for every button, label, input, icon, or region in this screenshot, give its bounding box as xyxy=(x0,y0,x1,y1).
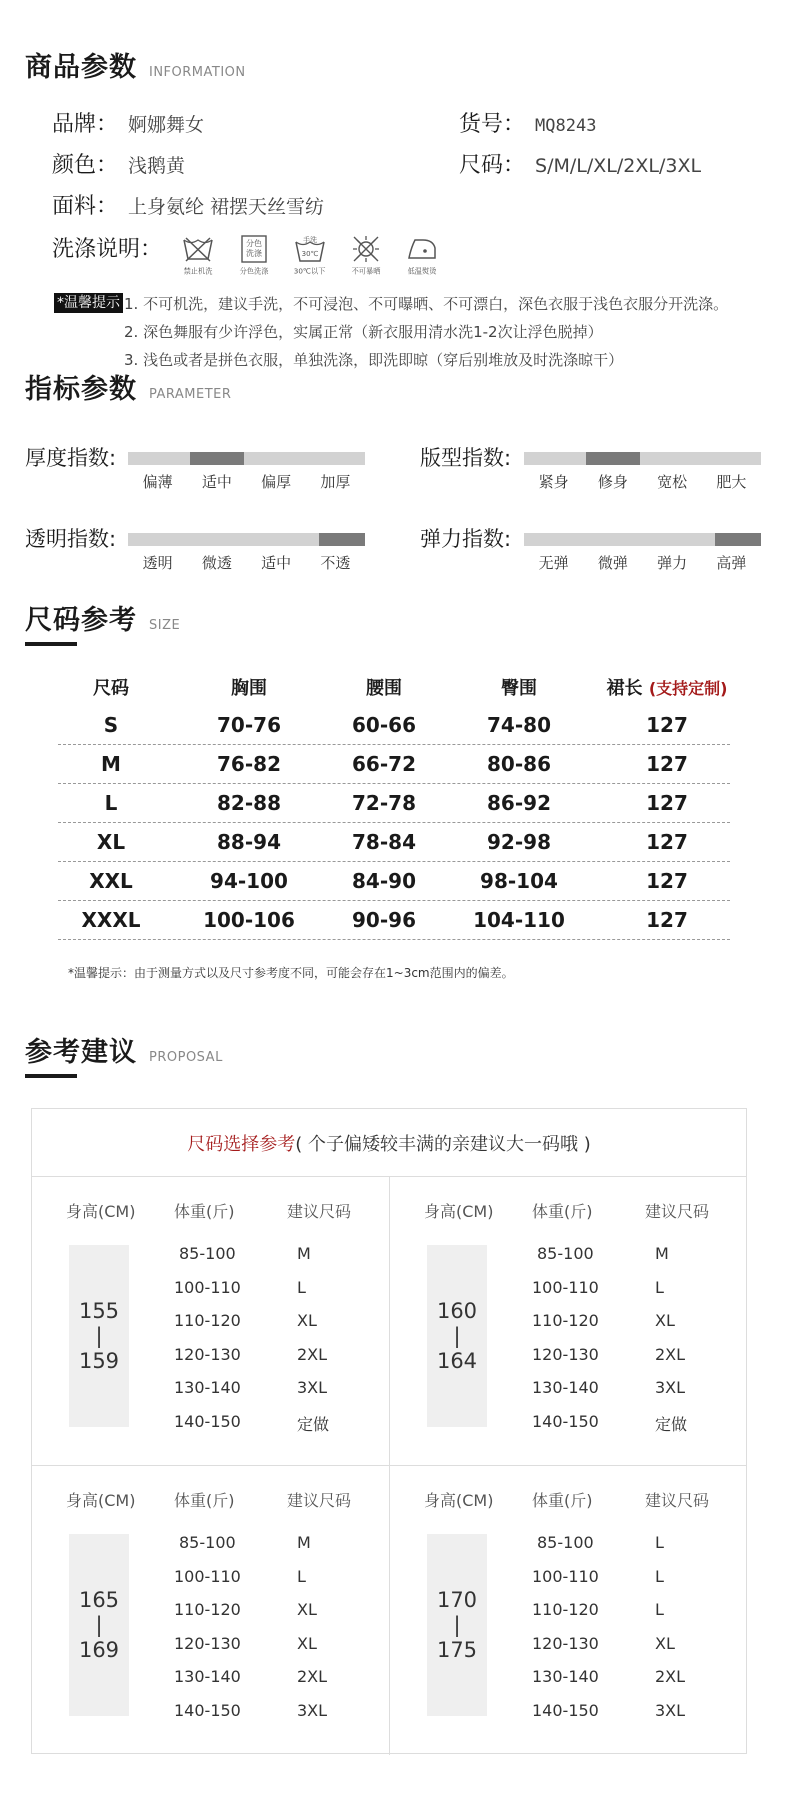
index-label-2: 透明指数: xyxy=(25,527,117,551)
index-tick: 高弹 xyxy=(716,554,747,572)
wash-caption-0: 禁止机洗 xyxy=(183,267,213,276)
height-range-value: 160 xyxy=(436,1298,478,1323)
column-header: 身高(CM) xyxy=(66,1202,136,1221)
table-cell: 70-76 xyxy=(217,713,281,737)
column-header: 体重(斤) xyxy=(174,1202,235,1221)
height-range-value: 170 xyxy=(436,1587,478,1612)
svg-text:洗涤: 洗涤 xyxy=(246,249,262,258)
index-selected-segment-0 xyxy=(190,452,245,465)
table-cell: XL xyxy=(96,830,126,854)
proposal-quadrant-1 xyxy=(390,1177,747,1465)
column-header: 体重(斤) xyxy=(532,1202,593,1221)
column-header: 建议尺码 xyxy=(645,1202,710,1221)
indices-subtitle: PARAMETER xyxy=(149,387,232,402)
suggested-size: 3XL xyxy=(655,1378,686,1397)
suggested-size: L xyxy=(297,1277,306,1297)
weight-range: 100-110 xyxy=(174,1566,241,1586)
index-tick: 肥大 xyxy=(716,473,747,491)
color-value: 浅鹅黄 xyxy=(128,155,186,177)
proposal-section-title xyxy=(25,1039,223,1066)
wash-caption-3: 不可暴晒 xyxy=(351,267,381,276)
height-range-box xyxy=(427,1534,487,1716)
table-cell: L xyxy=(104,791,118,815)
column-header: 体重(斤) xyxy=(174,1491,235,1510)
fabric-row xyxy=(52,189,324,220)
header-length xyxy=(604,674,730,700)
table-cell: 74-80 xyxy=(487,713,551,737)
header-length-label: 裙长 xyxy=(606,678,643,699)
suggested-size: 2XL xyxy=(655,1667,686,1686)
proposal-header-red: 尺码选择参考 xyxy=(187,1133,296,1155)
proposal-title: 参考建议 xyxy=(25,1037,137,1068)
index-selected-segment-1 xyxy=(586,452,641,465)
suggested-size: XL xyxy=(655,1633,675,1653)
column-header: 建议尺码 xyxy=(287,1202,352,1221)
column-header: 建议尺码 xyxy=(645,1491,710,1510)
table-cell: 127 xyxy=(646,791,688,815)
index-label-3: 弹力指数: xyxy=(420,527,512,551)
table-cell: 76-82 xyxy=(217,752,281,776)
suggested-size: 3XL xyxy=(655,1700,686,1720)
size-section-title xyxy=(25,607,180,634)
weight-range: 85-100 xyxy=(179,1244,236,1263)
proposal-title-underline xyxy=(25,1074,77,1078)
suggested-size: 3XL xyxy=(297,1378,328,1397)
size-title: 尺码参考 xyxy=(25,605,137,636)
size-title-underline xyxy=(25,642,77,646)
wash-label: 洗涤说明： xyxy=(52,237,163,262)
brand-row xyxy=(52,107,204,138)
suggested-size: L xyxy=(655,1600,664,1619)
color-label: 颜色： xyxy=(52,153,119,178)
indices-section-title xyxy=(25,376,231,403)
table-row xyxy=(58,706,730,745)
size-table-body xyxy=(58,706,730,940)
table-cell: 88-94 xyxy=(217,830,281,854)
suggested-size: L xyxy=(297,1566,306,1586)
suggested-size: L xyxy=(655,1277,664,1297)
weight-range: 85-100 xyxy=(537,1244,594,1263)
suggested-size: XL xyxy=(297,1633,317,1653)
table-cell: 127 xyxy=(646,908,688,932)
column-header: 身高(CM) xyxy=(424,1491,494,1510)
proposal-subtitle: PROPOSAL xyxy=(149,1050,223,1065)
weight-range: 130-140 xyxy=(532,1667,599,1686)
weight-range: 130-140 xyxy=(532,1378,599,1397)
suggested-size: XL xyxy=(655,1311,675,1330)
index-bar-1 xyxy=(524,452,761,465)
suggested-size: XL xyxy=(297,1600,317,1619)
index-ticks-2 xyxy=(128,552,365,573)
table-cell: XXL xyxy=(89,869,133,893)
height-range-box xyxy=(69,1245,129,1427)
suggested-size: M xyxy=(655,1244,669,1263)
hand-wash-30-icon xyxy=(290,234,330,277)
color-row xyxy=(52,148,185,179)
weight-range: 85-100 xyxy=(179,1533,236,1552)
params-section-title xyxy=(25,54,246,81)
index-ticks-0 xyxy=(128,471,365,492)
suggested-size: L xyxy=(655,1566,664,1586)
index-tick: 偏薄 xyxy=(142,473,173,491)
table-row xyxy=(58,784,730,823)
suggested-size: XL xyxy=(297,1311,317,1330)
table-cell: 127 xyxy=(646,869,688,893)
proposal-quadrant-2 xyxy=(32,1466,389,1754)
tip-line-3: 3. 浅色或者是拼色衣服，单独洗涤，即洗即晾（穿后别堆放及时洗涤晾干） xyxy=(124,351,624,369)
weight-range: 130-140 xyxy=(174,1667,241,1686)
column-header: 建议尺码 xyxy=(287,1491,352,1510)
header-bust: 胸围 xyxy=(231,678,267,699)
weight-range: 100-110 xyxy=(532,1277,599,1297)
proposal-box xyxy=(31,1108,747,1754)
table-cell: 72-78 xyxy=(352,791,416,815)
height-range-value: 164 xyxy=(436,1348,478,1373)
suggested-size: M xyxy=(297,1533,311,1552)
height-range-box xyxy=(69,1534,129,1716)
index-tick: 无弹 xyxy=(538,554,569,572)
height-range-box xyxy=(427,1245,487,1427)
no-sun-dry-icon xyxy=(346,234,386,277)
header-hip: 臀围 xyxy=(501,678,537,699)
table-cell: 80-86 xyxy=(487,752,551,776)
table-cell: 127 xyxy=(646,830,688,854)
no-machine-wash-icon xyxy=(178,234,218,277)
column-header: 体重(斤) xyxy=(532,1491,593,1510)
table-cell: 86-92 xyxy=(487,791,551,815)
custom-note: (支持定制) xyxy=(648,679,728,698)
index-tick: 紧身 xyxy=(538,473,569,491)
suggested-size: 2XL xyxy=(297,1667,328,1686)
wash-row xyxy=(52,232,162,263)
index-tick: 偏厚 xyxy=(261,473,292,491)
index-bar-3 xyxy=(524,533,761,546)
table-cell: 84-90 xyxy=(352,869,416,893)
weight-range: 100-110 xyxy=(174,1277,241,1297)
weight-range: 85-100 xyxy=(537,1533,594,1552)
size-row xyxy=(459,148,701,179)
table-cell: M xyxy=(101,752,121,776)
height-range-value: 169 xyxy=(78,1637,120,1662)
tip-line-1: 1. 不可机洗，建议手洗，不可浸泡、不可曝晒、不可漂白，深色衣服于浅色衣服分开洗涤。 xyxy=(124,295,729,313)
height-range-value: 175 xyxy=(436,1637,478,1662)
suggested-size: 3XL xyxy=(297,1700,328,1720)
column-header: 身高(CM) xyxy=(66,1491,136,1510)
suggested-size: L xyxy=(655,1533,664,1552)
table-cell: 94-100 xyxy=(210,869,288,893)
tip-line-2: 2. 深色舞服有少许浮色，实属正常（新衣服用清水洗1-2次让浮色脱掉） xyxy=(124,323,603,341)
index-bar-2 xyxy=(128,533,365,546)
weight-range: 140-150 xyxy=(532,1700,599,1720)
index-tick: 修身 xyxy=(597,473,628,491)
height-range-value: | xyxy=(95,1612,103,1637)
size-table-header xyxy=(58,668,730,706)
size-label: 尺码： xyxy=(459,153,526,178)
size-table xyxy=(58,668,730,940)
height-range-value: | xyxy=(95,1323,103,1348)
weight-range: 110-120 xyxy=(174,1600,241,1619)
suggested-size: 2XL xyxy=(655,1344,686,1364)
weight-range: 140-150 xyxy=(174,1700,241,1720)
wash-caption-2: 30℃以下 xyxy=(294,267,326,276)
size-subtitle: SIZE xyxy=(149,618,181,633)
index-label-1: 版型指数: xyxy=(420,446,512,470)
brand-value: 婀娜舞女 xyxy=(128,114,205,136)
wash-caption-4: 低温熨烫 xyxy=(407,267,437,276)
separate-wash-icon xyxy=(234,234,274,277)
proposal-quadrant-0 xyxy=(32,1177,389,1465)
height-range-value: | xyxy=(453,1323,461,1348)
table-cell: 82-88 xyxy=(217,791,281,815)
header-size: 尺码 xyxy=(93,678,129,699)
index-tick: 微透 xyxy=(201,554,232,572)
index-tick: 加厚 xyxy=(320,473,351,491)
weight-range: 120-130 xyxy=(532,1344,599,1364)
suggested-size: 定做 xyxy=(297,1414,330,1434)
header-waist: 腰围 xyxy=(366,678,402,699)
weight-range: 120-130 xyxy=(174,1344,241,1364)
weight-range: 120-130 xyxy=(174,1633,241,1653)
index-tick: 弹力 xyxy=(657,554,688,572)
sku-value: MQ8243 xyxy=(535,116,597,136)
index-tick: 适中 xyxy=(201,473,232,491)
suggested-size: 2XL xyxy=(297,1344,328,1364)
size-note: *温馨提示：由于测量方式以及尺寸参考度不同，可能会存在1~3cm范围内的偏差。 xyxy=(68,966,514,980)
index-ticks-3 xyxy=(524,552,761,573)
suggested-size: 定做 xyxy=(655,1414,688,1434)
svg-text:手洗: 手洗 xyxy=(303,236,317,244)
index-selected-segment-3 xyxy=(715,533,761,546)
height-range-value: 165 xyxy=(78,1587,120,1612)
weight-range: 140-150 xyxy=(532,1411,599,1431)
table-cell: 90-96 xyxy=(352,908,416,932)
height-range-value: 155 xyxy=(78,1298,120,1323)
low-iron-icon xyxy=(402,234,442,277)
weight-range: 110-120 xyxy=(532,1311,599,1330)
sku-label: 货号： xyxy=(459,112,526,137)
table-row xyxy=(58,862,730,901)
index-label-0: 厚度指数: xyxy=(25,446,117,470)
sku-row xyxy=(459,107,596,138)
table-cell: 127 xyxy=(646,752,688,776)
index-ticks-1 xyxy=(524,471,761,492)
weight-range: 100-110 xyxy=(532,1566,599,1586)
proposal-quadrant-3 xyxy=(390,1466,747,1754)
index-tick: 透明 xyxy=(142,554,173,572)
column-header: 身高(CM) xyxy=(424,1202,494,1221)
height-range-value: | xyxy=(453,1612,461,1637)
table-row xyxy=(58,901,730,940)
weight-range: 110-120 xyxy=(532,1600,599,1619)
weight-range: 140-150 xyxy=(174,1411,241,1431)
tip-badge: *温馨提示 xyxy=(54,293,123,313)
index-tick: 微弹 xyxy=(597,554,628,572)
table-cell: 98-104 xyxy=(480,869,558,893)
wash-caption-1: 分色洗涤 xyxy=(239,267,269,276)
table-cell: S xyxy=(103,713,119,737)
size-value: S/M/L/XL/2XL/3XL xyxy=(535,155,702,177)
indices-title: 指标参数 xyxy=(25,374,137,405)
svg-text:30℃: 30℃ xyxy=(301,250,319,258)
index-bar-0 xyxy=(128,452,365,465)
weight-range: 110-120 xyxy=(174,1311,241,1330)
index-tick: 宽松 xyxy=(657,473,688,491)
fabric-value: 上身氨纶 裙摆天丝雪纺 xyxy=(128,196,325,218)
wash-icons xyxy=(178,234,442,277)
table-row xyxy=(58,745,730,784)
suggested-size: M xyxy=(297,1244,311,1263)
table-cell: 66-72 xyxy=(352,752,416,776)
brand-label: 品牌： xyxy=(52,112,119,137)
table-cell: XXXL xyxy=(81,908,141,932)
params-title: 商品参数 xyxy=(25,52,137,83)
table-cell: 92-98 xyxy=(487,830,551,854)
index-tick: 不透 xyxy=(320,554,351,572)
fabric-label: 面料： xyxy=(52,194,119,219)
weight-range: 120-130 xyxy=(532,1633,599,1653)
table-cell: 104-110 xyxy=(473,908,565,932)
index-selected-segment-2 xyxy=(319,533,365,546)
params-subtitle: INFORMATION xyxy=(149,65,246,80)
svg-text:分色: 分色 xyxy=(246,239,262,248)
index-tick: 适中 xyxy=(261,554,292,572)
weight-range: 130-140 xyxy=(174,1378,241,1397)
table-cell: 60-66 xyxy=(352,713,416,737)
proposal-header-rest: ( 个子偏矮较丰满的亲建议大一码哦 ) xyxy=(295,1133,591,1155)
table-row xyxy=(58,823,730,862)
table-cell: 100-106 xyxy=(203,908,295,932)
proposal-header xyxy=(32,1109,746,1177)
table-cell: 127 xyxy=(646,713,688,737)
table-cell: 78-84 xyxy=(352,830,416,854)
height-range-value: 159 xyxy=(78,1348,120,1373)
